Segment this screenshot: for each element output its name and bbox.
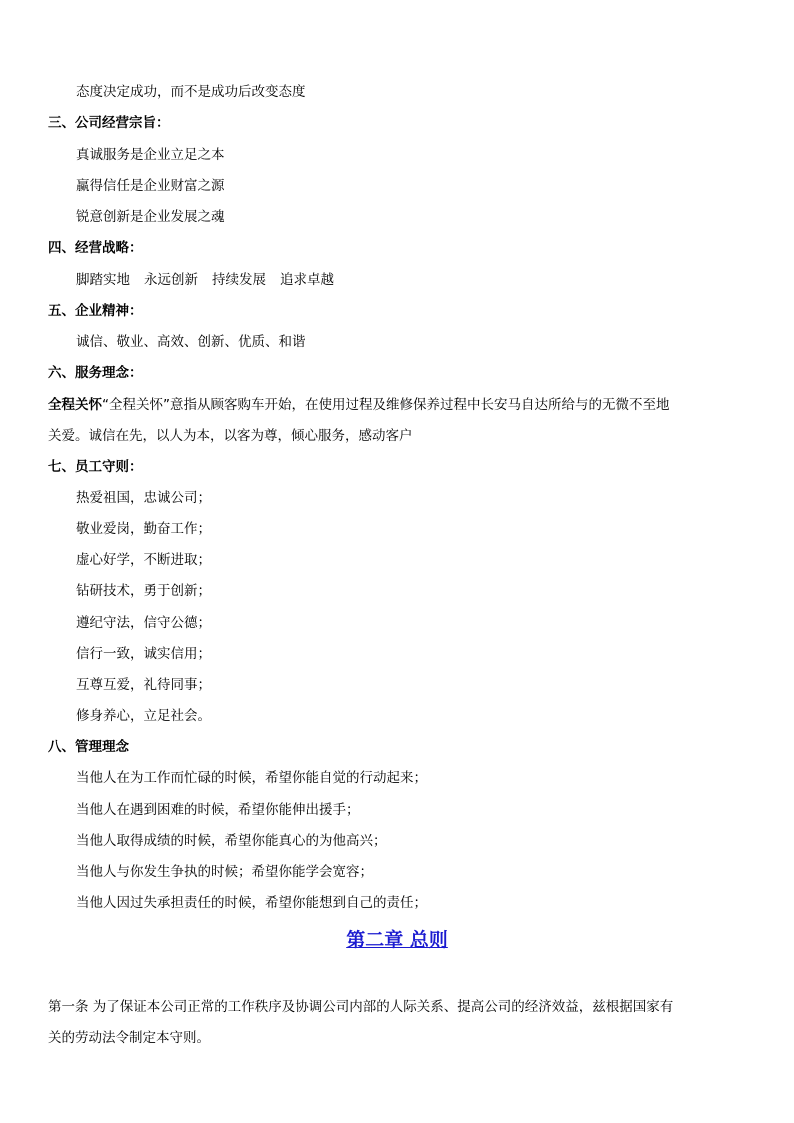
section-5-heading: 五、企业精神： <box>48 303 143 319</box>
code-line: 虚心好学，不断进取； <box>76 552 211 568</box>
tenet-line-2: 赢得信任是企业财富之源 <box>76 178 225 194</box>
service-line-cont: 关爱。诚信在先，以人为本，以客为尊，倾心服务，感动客户 <box>48 428 413 444</box>
section-8-heading: 八、管理理念 <box>48 739 129 755</box>
tenet-line-3: 锐意创新是企业发展之魂 <box>76 209 225 225</box>
management-line: 当他人在遇到困难的时候，希望你能伸出援手； <box>76 802 360 818</box>
code-line: 热爱祖国，忠诚公司； <box>76 490 211 506</box>
tenet-line-1: 真诚服务是企业立足之本 <box>76 147 225 163</box>
code-line: 遵纪守法，信守公德； <box>76 615 211 631</box>
service-text: “全程关怀”意指从顾客购车开始，在使用过程及维修保养过程中长安马自达所给与的无微不至地 <box>102 397 670 413</box>
management-line: 当他人与你发生争执的时候；希望你能学会宽容； <box>76 864 373 880</box>
service-line <box>48 395 670 415</box>
code-line: 敬业爱岗，勤奋工作； <box>76 521 211 537</box>
section-3-heading: 三、公司经营宗旨： <box>48 115 170 131</box>
code-line: 钻研技术，勇于创新； <box>76 583 211 599</box>
strategy-item: 持续发展 <box>212 272 266 288</box>
chapter-title <box>0 926 794 954</box>
management-line: 当他人在为工作而忙碌的时候，希望你能自觉的行动起来； <box>76 770 427 786</box>
code-line: 修身养心，立足社会。 <box>76 708 211 724</box>
section-7-heading: 七、员工守则： <box>48 459 143 475</box>
strategy-item: 追求卓越 <box>280 272 334 288</box>
management-line: 当他人取得成绩的时候，希望你能真心的为他高兴； <box>76 833 387 849</box>
code-line: 互尊互爱，礼待同事； <box>76 677 211 693</box>
article-1-line-1: 第一条 为了保证本公司正常的工作秩序及协调公司内部的人际关系、提高公司的经济效益，兹根据国家有 <box>48 999 674 1015</box>
attitude-line: 态度决定成功，而不是成功后改变态度 <box>76 84 306 100</box>
strategy-item: 永远创新 <box>144 272 198 288</box>
section-4-heading: 四、经营战略： <box>48 240 143 256</box>
strategy-item: 脚踏实地 <box>76 272 130 288</box>
code-line: 信行一致，诚实信用； <box>76 646 211 662</box>
section-6-heading: 六、服务理念： <box>48 365 143 381</box>
management-line: 当他人因过失承担责任的时候，希望你能想到自己的责任； <box>76 895 427 911</box>
service-bold-term: 全程关怀 <box>48 397 102 413</box>
article-1-line-2: 关的劳动法令制定本守则。 <box>48 1030 210 1046</box>
spirit-line: 诚信、敬业、高效、创新、优质、和谐 <box>76 334 306 350</box>
chapter-title-link[interactable]: 第二章 总则 <box>346 929 448 951</box>
strategy-line <box>76 270 348 290</box>
